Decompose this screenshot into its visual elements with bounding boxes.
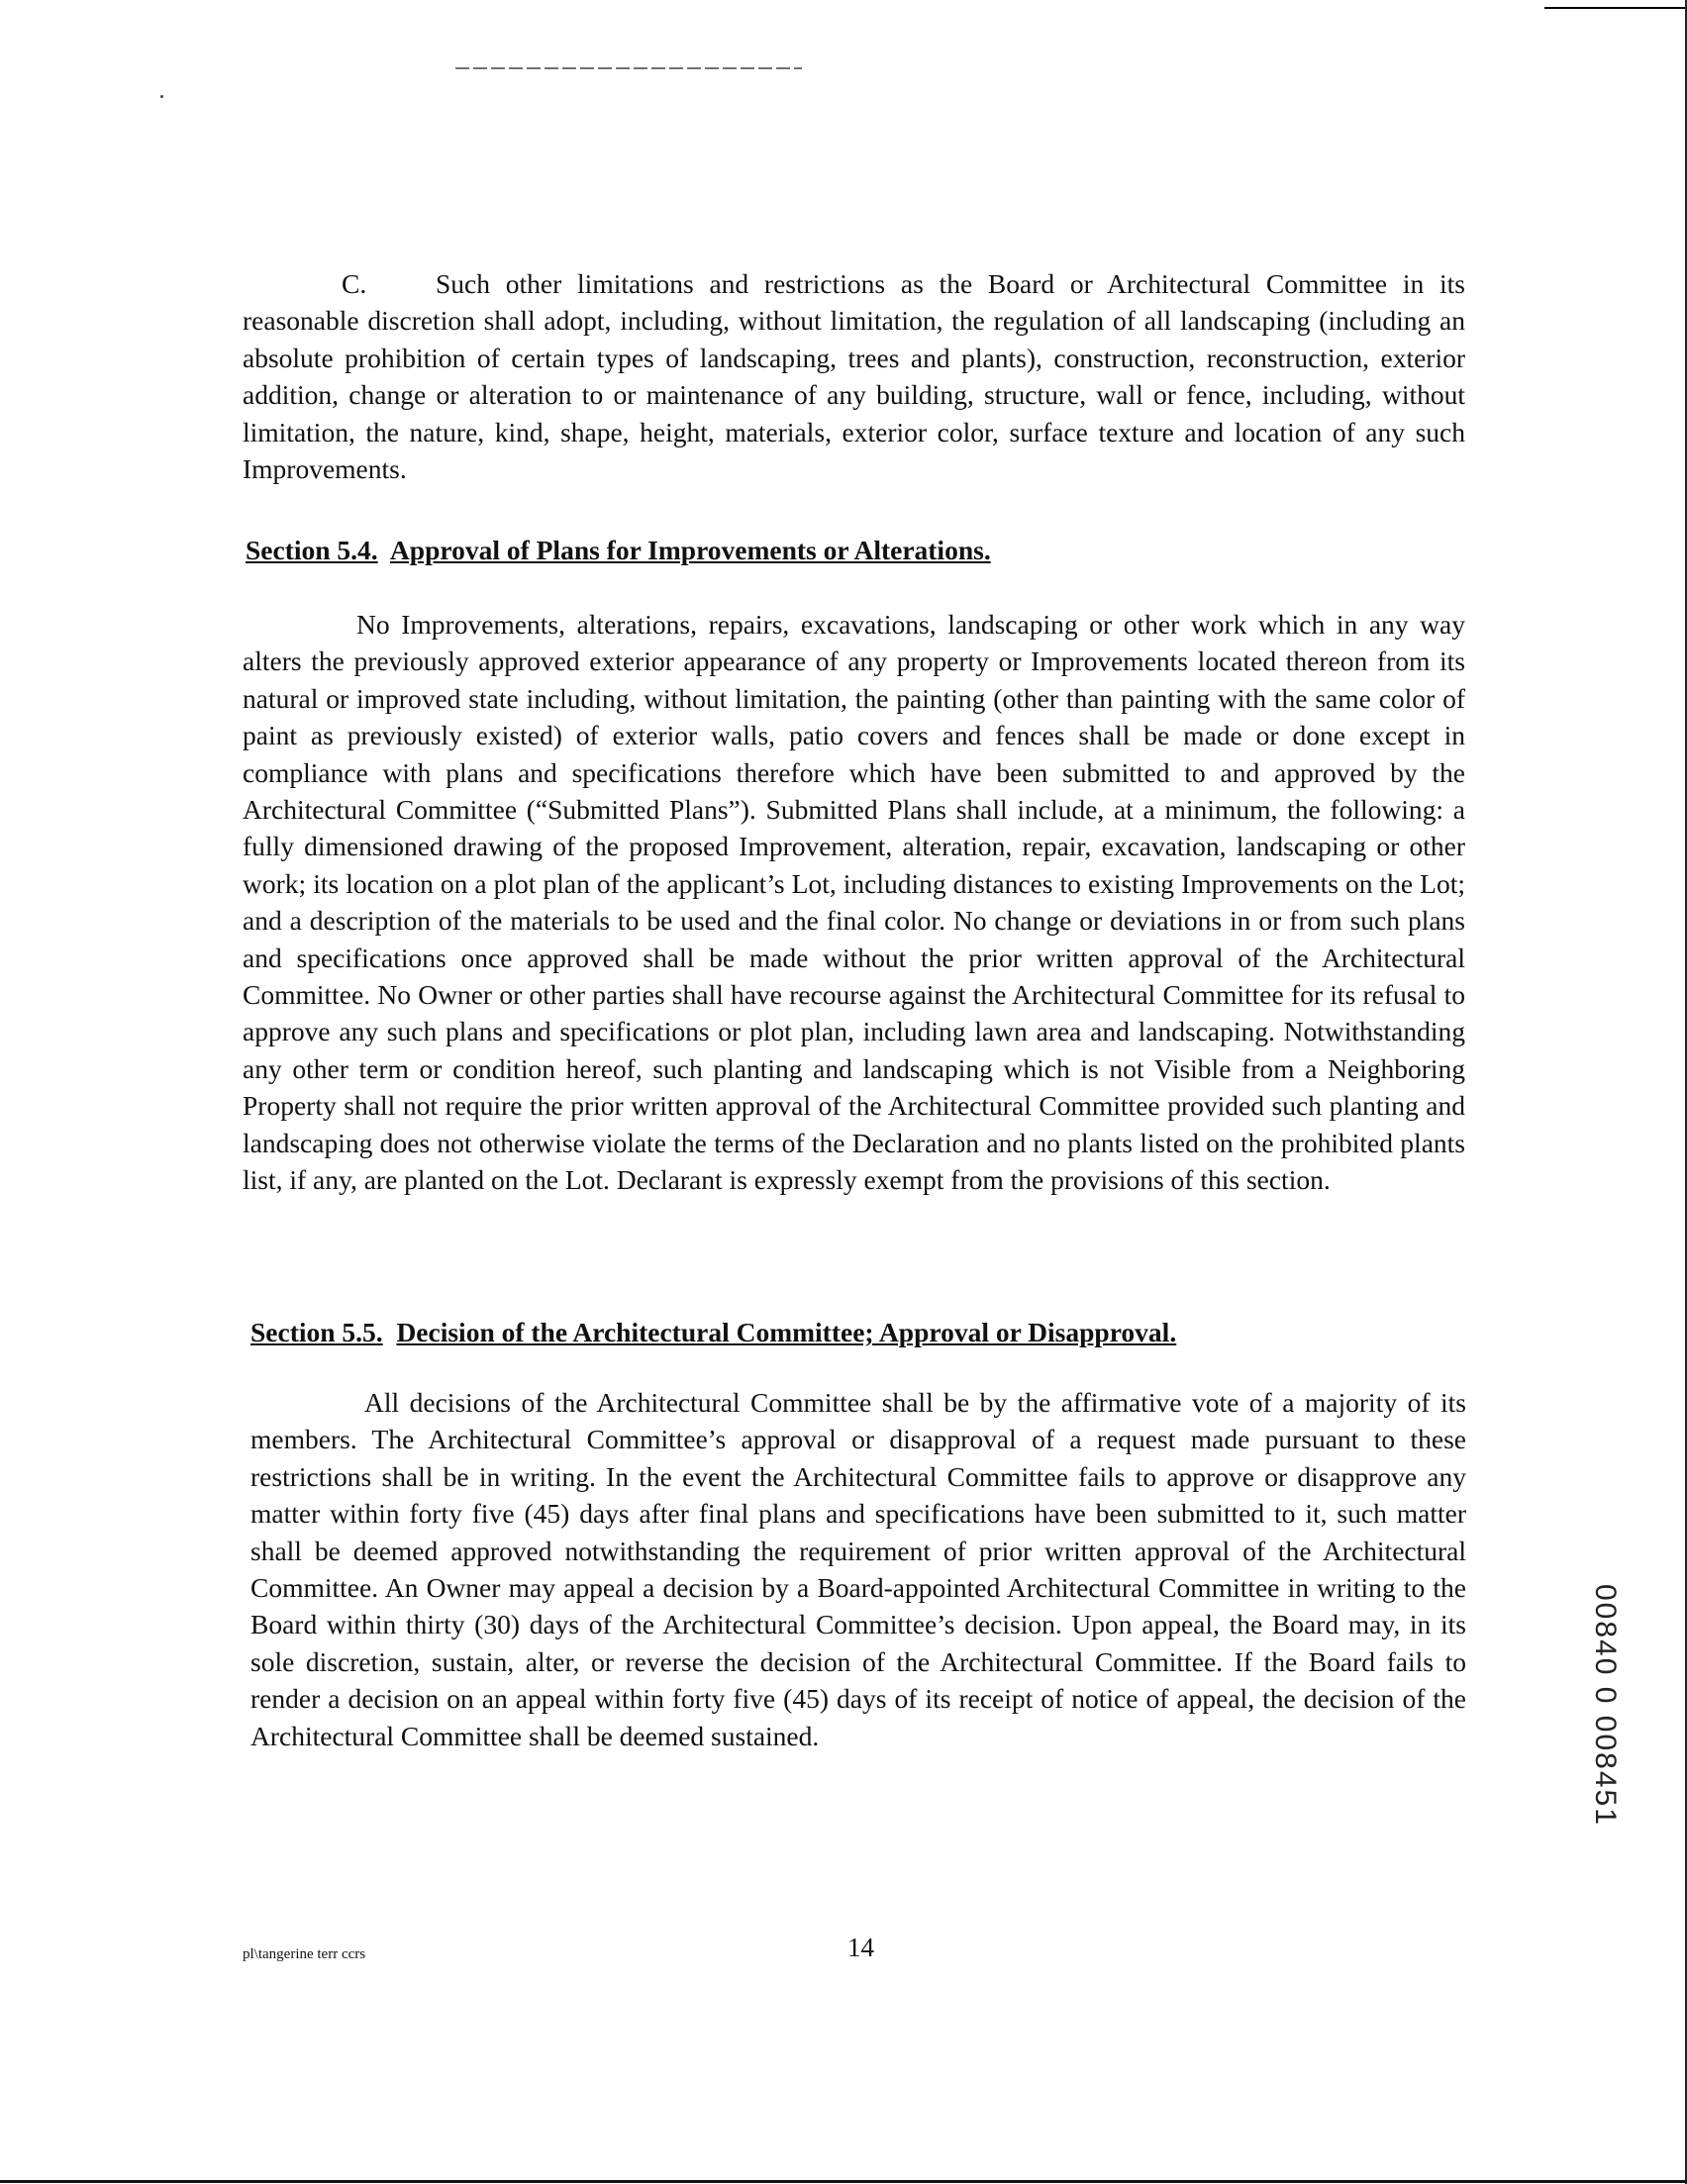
paragraph-c-letter: C. — [342, 268, 367, 299]
section-5-4-number: Section 5.4. — [246, 535, 378, 565]
section-5-4-heading — [246, 535, 991, 566]
scan-artifact-dot — [160, 95, 163, 98]
section-5-4-title: Approval of Plans for Improvements or Alterations. — [389, 535, 991, 565]
paragraph-c-text: Such other limitations and restrictions as the Board or Architectural Committee in its reasonable discretion shall adopt, including, without limitation, the regulation of all landscaping (including an absolute prohibition of certain types of landscaping, trees and plants), construction, reconstruction, exterior addition, change or alteration to or maintenance of any building, structure, wall or fence, including, without limitation, the nature, kind, shape, height, materials, exterior color, surface texture and location of any such Improvements. — [243, 268, 1465, 485]
paragraph-c — [243, 265, 1465, 487]
section-5-5-body: All decisions of the Architectural Committee shall be by the affirmative vote of a majority of its members. The Architectural Committee’s approval or disapproval of a request made pursuant to these restrictions shall be in writing. In the event the Architectural Committee fails to approve or disapprove any matter within forty five (45) days after final plans and specifications have been submitted to it, such matter shall be deemed approved notwithstanding the requirement of prior written approval of the Architectural Committee. An Owner may appeal a decision by a Board-appointed Architectural Committee in writing to the Board within thirty (30) days of the Architectural Committee’s decision. Upon appeal, the Board may, in its sole discretion, sustain, alter, or reverse the decision of the Architectural Committee. If the Board fails to render a decision on an appeal within forty five (45) days of its receipt of notice of appeal, the decision of the Architectural Committee shall be deemed sustained. — [250, 1387, 1466, 1751]
bates-stamp-text: 00840 0 008451 — [1589, 1584, 1622, 1827]
footer-file-label: pl\tangerine terr ccrs — [243, 1946, 366, 1962]
section-5-5-number: Section 5.5. — [250, 1317, 383, 1347]
scan-edge-line-top — [1544, 7, 1687, 9]
scan-artifact-dash — [455, 67, 802, 69]
section-5-5-title: Decision of the Architectural Committee; Approval or Disapproval. — [396, 1317, 1177, 1347]
section-5-5-heading — [250, 1317, 1176, 1348]
bates-stamp — [1584, 1584, 1624, 1861]
page-number: 14 — [847, 1933, 874, 1962]
section-5-4-body: No Improvements, alterations, repairs, excavations, landscaping or other work which in any way alters the previously approved exterior appearance of any property or Improvements located thereon from its natural or improved state including, without limitation, the painting (other than painting with the same color of paint as previously existed) of exterior walls, patio covers and fences shall be made or done except in compliance with plans and specifications therefore which have been submitted to and approved by the Architectural Committee (“Submitted Plans”). Submitted Plans shall include, at a minimum, the following: a fully dimensioned drawing of the proposed Improvement, alteration, repair, excavation, landscaping or other work; its location on a plot plan of the applicant’s Lot, including distances to existing Improvements on the Lot; and a description of the materials to be used and the final color. No change or deviations in or from such plans and specifications once approved shall be made without the prior written approval of the Architectural Committee. No Owner or other parties shall have recourse against the Architectural Committee for its refusal to approve any such plans and specifications or plot plan, including lawn area and landscaping. Notwithstanding any other term or condition hereof, such planting and landscaping which is not Visible from a Neighboring Property shall not require the prior written approval of the Architectural Committee provided such planting and landscaping does not otherwise violate the terms of the Declaration and no plants listed on the prohibited plants list, if any, are planted on the Lot. Declarant is expressly exempt from the provisions of this section. — [243, 609, 1465, 1196]
scan-edge-line-bottom — [0, 2180, 1687, 2183]
